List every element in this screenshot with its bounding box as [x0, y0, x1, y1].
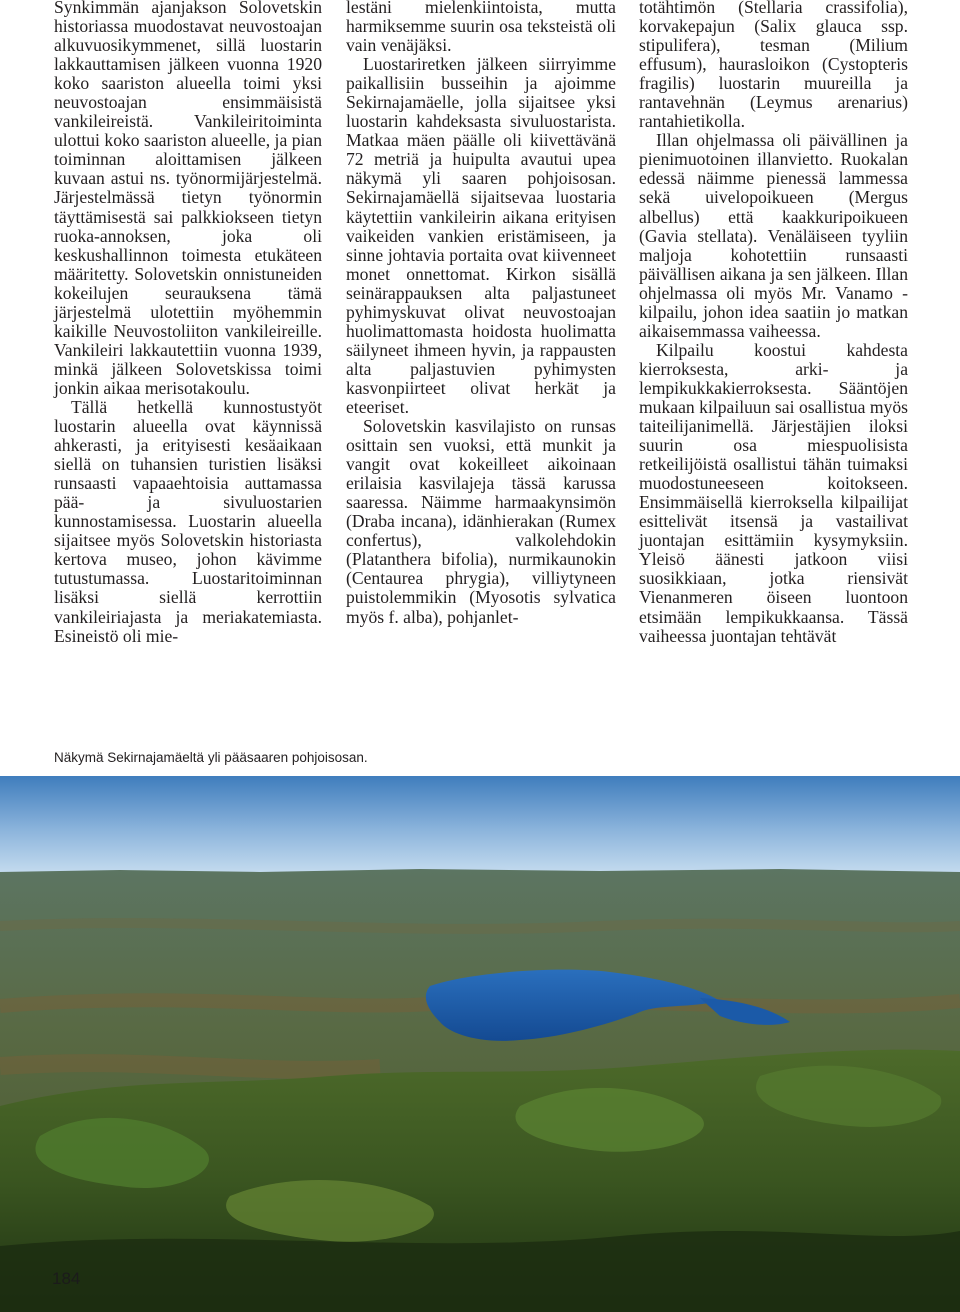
text-column-3 [639, 0, 908, 646]
page-number: 184 [52, 1269, 81, 1288]
paragraph: totähtimön (Stellaria crassifolia), korvakepajun (Salix glauca ssp. stipulifera), tesman (Milium effusum), haurasloikon (Cystopteris fragilis) luostarin muureilla ja rantavehnän (Leymus arenarius) rantahietikolla. [639, 0, 908, 132]
paragraph: lestäni mielenkiintoista, mutta harmiksemme suurin osa teksteistä oli vain venäjäksi. [346, 0, 616, 56]
photo-caption: Näkymä Sekirnajamäeltä yli pääsaaren pohjoisosan. [54, 750, 368, 765]
landscape-photo [0, 776, 960, 1312]
paragraph: Solovetskin kasvilajisto on runsas osittain sen vuoksi, että munkit ja vangit ovat kokeilleet aikoinaan erilaisia kasvilajeja tässä karussa saaressa. Näimme harmaakynsimön (Draba incana), idänhierakan (Rumex confertus), valkolehdokin (Platanthera bifolia), nurmikaunokin (Centaurea phrygia), villiytyneen puistolemmikin (Myosotis sylvatica myös f. alba), pohjanlet- [346, 416, 616, 627]
paragraph: Synkimmän ajanjakson Solovetskin historiassa muodostavat neuvostoajan alkuvuosikymmenet, sillä luostarin lakkauttamisen jälkeen vuonna 1920 koko saariston alueella toimi yksi neuvostoajan ensimmäisistä vankileireistä. Vankileiritoiminta ulottui koko saariston alueelle, ja pian toiminnan aloittamisen jälkeen kuvaan astui ns. työnormijärjestelmä. Järjestelmässä tietyn työnormin täyttämisestä sai palkkiokseen tietyn ruoka-annoksen, joka oli keskushallinnon toimesta etukäteen määritetty. Solovetskin onnistuneiden kokeilujen seurauksena tämä järjestelmä ulotettiin myöhemmin kaikille Neuvostoliiton vankileireille. Vankileiri lakkautettiin vuonna 1939, minkä jälkeen Solovetskissa toimi jonkin aikaa merisotakoulu. [54, 0, 322, 398]
paragraph: Kilpailu koostui kahdesta kierroksesta, arki- ja lempikukkakierroksesta. Sääntöjen mukaan kilpailuun sai osallistua myös taiteilijanimellä. Järjestäjien iloksi suurin osa miespuolisista retkeilijöistä osallistui tähän tuimaksi muodostuneeseen koitokseen. Ensimmäisellä kierroksella kilpailijat esittelivät itsensä ja vastailivat juontajan esittämiin kysymyksiin. Yleisö äänesti jatkoon viisi suosikkiaan, jotka riensivät Vienanmeren öiseen luontoon etsimään lempikukkaansa. Tässä vaiheessa juontajan tehtävät [639, 339, 908, 646]
text-column-1 [54, 0, 322, 646]
paragraph: Tällä hetkellä kunnostustyöt luostarin alueella ovat käynnissä ahkerasti, ja erityisesti kesäaikaan siellä on tuhansien turistien lisäksi runsaasti vapaaehtoisia auttamassa pää- ja sivuluostarien kunnostamisessa. Luostarin alueella sijaitsee myös Solovetskin historiasta kertova museo, johon kävimme tutustumassa. Luostaritoiminnan lisäksi siellä kerrottiin vankileiriajasta ja meriakatemiasta. Esineistö oli mie- [54, 396, 322, 646]
paragraph: Luostariretken jälkeen siirryimme paikallisiin busseihin ja ajoimme Sekirnajamäelle, jolla sijaitsee yksi luostarin kahdeksasta sivuluostarista. Matkaa mäen päälle oli kiivettävänä 72 metriä ja huipulta avautui upea näkymä yli saaren pohjoisosan. Sekirnajamäellä sijaitsevaa luostaria käytettiin vankileirin aikana erityisen vaikeiden vankien eristämiseen, ja sinne johtavia portaita ovat kiivenneet monet onnettomat. Kirkon sisällä seinärappauksen alta paljastuneet pyhimyskuvat olivat neuvostoajan huolimattomasta hoidosta huolimatta säilyneet ihmeen hyvin, ja rappausten alta paljastuvien pyhimysten kasvonpiirteet olivat herkät ja eteeriset. [346, 54, 616, 417]
text-column-2 [346, 0, 616, 627]
landscape-illustration [0, 776, 960, 1312]
sky [0, 776, 960, 876]
paragraph: Illan ohjelmassa oli päivällinen ja pienimuotoinen illanvietto. Ruokalan edessä näimme pienessä lammessa sekä uivelopoikueen (Mergus albellus) että kaakkuripoikueen (Gavia stellata). Venäläiseen tyyliin maljoja kohotettiin runsaasti päivällisen aikana ja sen jälkeen. Illan ohjelmassa oli myös Mr. Vanamo -kilpailu, johon idea saatiin jo matkan aikaisemmassa vaiheessa. [639, 130, 908, 341]
